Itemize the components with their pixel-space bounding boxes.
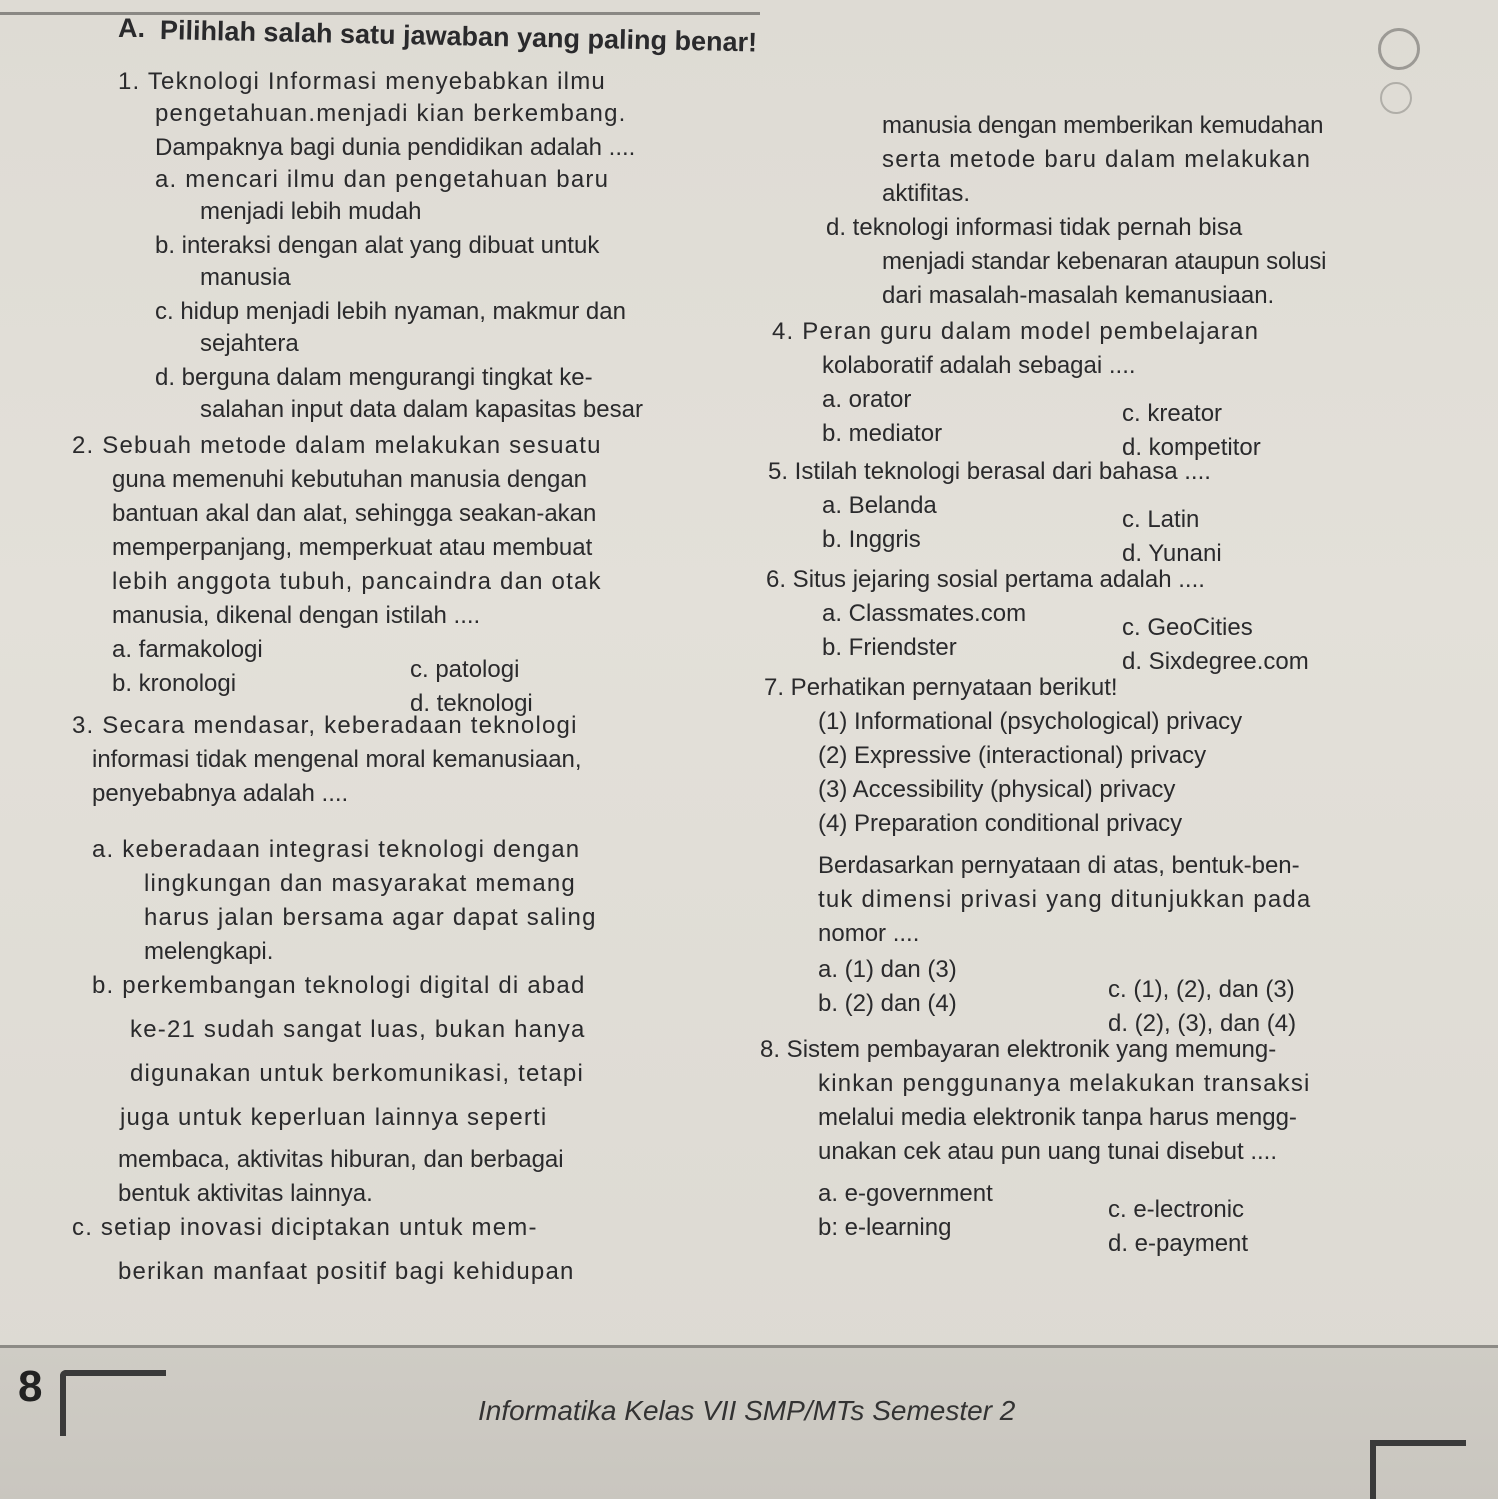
q3-option-b-cont5: bentuk aktivitas lainnya. — [118, 1180, 373, 1207]
q1-option-c-cont: sejahtera — [200, 330, 299, 357]
q1-option-a: a. mencari ilmu dan pengetahuan baru — [155, 166, 610, 193]
q8-option-d: d. e-payment — [1108, 1230, 1249, 1257]
q8-option-c: c. e-lectronic — [1108, 1196, 1245, 1223]
q3-line1: 3. Secara mendasar, keberadaan teknologi — [72, 712, 578, 739]
q7-option-d: d. (2), (3), dan (4) — [1108, 1010, 1297, 1037]
q8-line2: kinkan penggunanya melakukan transaksi — [818, 1070, 1311, 1097]
q3-option-d-cont1: menjadi standar kebenaran ataupun solusi — [882, 248, 1327, 275]
section-title: Pilihlah salah satu jawaban yang paling benar! — [159, 15, 758, 58]
header-rule — [0, 0, 760, 15]
q6-option-a: a. Classmates.com — [822, 600, 1027, 627]
q3-option-a-cont3: melengkapi. — [144, 938, 274, 965]
q1-option-b: b. interaksi dengan alat yang dibuat untuk — [155, 232, 600, 259]
q4-line1: 4. Peran guru dalam model pembelajaran — [772, 318, 1260, 345]
q7-option-c: c. (1), (2), dan (3) — [1108, 976, 1295, 1003]
q5-option-b: b. Inggris — [822, 526, 921, 553]
q7-line3: tuk dimensi privasi yang ditunjukkan pada — [818, 886, 1312, 913]
q1-option-d: d. berguna dalam mengurangi tingkat ke- — [155, 364, 593, 391]
q3-line3: penyebabnya adalah .... — [92, 780, 349, 807]
q5-option-a: a. Belanda — [822, 492, 937, 519]
q8-line1: 8. Sistem pembayaran elektronik yang memung- — [760, 1036, 1277, 1063]
q3-option-b-cont1: ke-21 sudah sangat luas, bukan hanya — [130, 1016, 586, 1043]
q3-option-b-cont2: digunakan untuk berkomunikasi, tetapi — [130, 1060, 584, 1087]
q1-line1: 1. Teknologi Informasi menyebabkan ilmu — [118, 68, 606, 95]
q2-option-d: d. teknologi — [410, 690, 533, 717]
q1-option-b-cont: manusia — [200, 264, 291, 291]
q1-line2: pengetahuan.menjadi kian berkembang. — [155, 100, 627, 127]
decorative-circle-icon — [1378, 28, 1420, 70]
q2-option-c: c. patologi — [410, 656, 520, 683]
q4-option-c: c. kreator — [1122, 400, 1223, 427]
section-letter: A. — [118, 13, 145, 43]
book-title: Informatika Kelas VII SMP/MTs Semester 2 — [478, 1395, 1016, 1426]
q7-item3: (3) Accessibility (physical) privacy — [818, 776, 1176, 803]
q3-option-a: a. keberadaan integrasi teknologi dengan — [92, 836, 581, 863]
q2-line3: bantuan akal dan alat, sehingga seakan-akan — [112, 500, 597, 527]
q5-option-d: d. Yunani — [1122, 540, 1222, 567]
q7-option-a: a. (1) dan (3) — [818, 956, 957, 983]
q3-option-c-cont-right: manusia dengan memberikan kemudahan — [882, 112, 1324, 139]
q7-item2: (2) Expressive (interactional) privacy — [818, 742, 1207, 769]
q6-option-b: b. Friendster — [822, 634, 957, 661]
q3-option-c-cont-right3: aktifitas. — [882, 180, 971, 207]
q6-option-d: d. Sixdegree.com — [1122, 648, 1309, 675]
q2-line2: guna memenuhi kebutuhan manusia dengan — [112, 466, 588, 493]
q4-option-a: a. orator — [822, 386, 912, 413]
q5-line1: 5. Istilah teknologi berasal dari bahasa .... — [768, 458, 1211, 485]
q7-line1: 7. Perhatikan pernyataan berikut! — [764, 674, 1118, 701]
q1-option-a-cont: menjadi lebih mudah — [200, 198, 422, 225]
q4-line2: kolaboratif adalah sebagai .... — [822, 352, 1136, 379]
q7-option-b: b. (2) dan (4) — [818, 990, 957, 1017]
q5-option-c: c. Latin — [1122, 506, 1200, 533]
q3-option-b-cont3: juga untuk keperluan lainnya seperti — [120, 1104, 548, 1131]
q6-line1: 6. Situs jejaring sosial pertama adalah .... — [766, 566, 1205, 593]
q7-line4: nomor .... — [818, 920, 920, 947]
q3-option-d-cont2: dari masalah-masalah kemanusiaan. — [882, 282, 1275, 309]
q3-line2: informasi tidak mengenal moral kemanusiaan, — [92, 746, 582, 773]
q3-option-b: b. perkembangan teknologi digital di abad — [92, 972, 586, 999]
q1-option-c: c. hidup menjadi lebih nyaman, makmur dan — [155, 298, 626, 325]
q7-item4: (4) Preparation conditional privacy — [818, 810, 1183, 837]
q7-line2: Berdasarkan pernyataan di atas, bentuk-ben- — [818, 852, 1300, 879]
q3-option-c-cont-right2: serta metode baru dalam melakukan — [882, 146, 1312, 173]
q3-option-a-cont2: harus jalan bersama agar dapat saling — [144, 904, 597, 931]
q8-line4: unakan cek atau pun uang tunai disebut .... — [818, 1138, 1278, 1165]
q1-option-d-cont: salahan input data dalam kapasitas besar — [200, 396, 643, 423]
q2-option-a: a. farmakologi — [112, 636, 263, 663]
q8-option-b: b: e-learning — [818, 1214, 952, 1241]
q4-option-b: b. mediator — [822, 420, 943, 447]
footer-tab-right-icon — [1370, 1440, 1466, 1499]
q3-option-c-cont: berikan manfaat positif bagi kehidupan — [118, 1258, 575, 1285]
q3-option-c: c. setiap inovasi diciptakan untuk mem- — [72, 1214, 538, 1241]
decorative-ring-icon — [1380, 82, 1412, 114]
q3-option-a-cont1: lingkungan dan masyarakat memang — [144, 870, 576, 897]
q6-option-c: c. GeoCities — [1122, 614, 1253, 641]
q1-line3: Dampaknya bagi dunia pendidikan adalah .... — [155, 134, 636, 161]
q3-option-b-cont4: membaca, aktivitas hiburan, dan berbagai — [118, 1146, 564, 1173]
footer-tab-left-icon — [60, 1370, 166, 1436]
q2-line5: lebih anggota tubuh, pancaindra dan otak — [112, 568, 602, 595]
q2-line6: manusia, dikenal dengan istilah .... — [112, 602, 481, 629]
q8-option-a: a. e-government — [818, 1180, 993, 1207]
q2-line1: 2. Sebuah metode dalam melakukan sesuatu — [72, 432, 602, 459]
page-number: 8 — [18, 1362, 43, 1411]
q2-line4: memperpanjang, memperkuat atau membuat — [112, 534, 593, 561]
q2-option-b: b. kronologi — [112, 670, 237, 697]
q8-line3: melalui media elektronik tanpa harus mengg- — [818, 1104, 1297, 1131]
q3-option-d: d. teknologi informasi tidak pernah bisa — [826, 214, 1243, 241]
q7-item1: (1) Informational (psychological) privacy — [818, 708, 1243, 735]
q4-option-d: d. kompetitor — [1122, 434, 1261, 461]
